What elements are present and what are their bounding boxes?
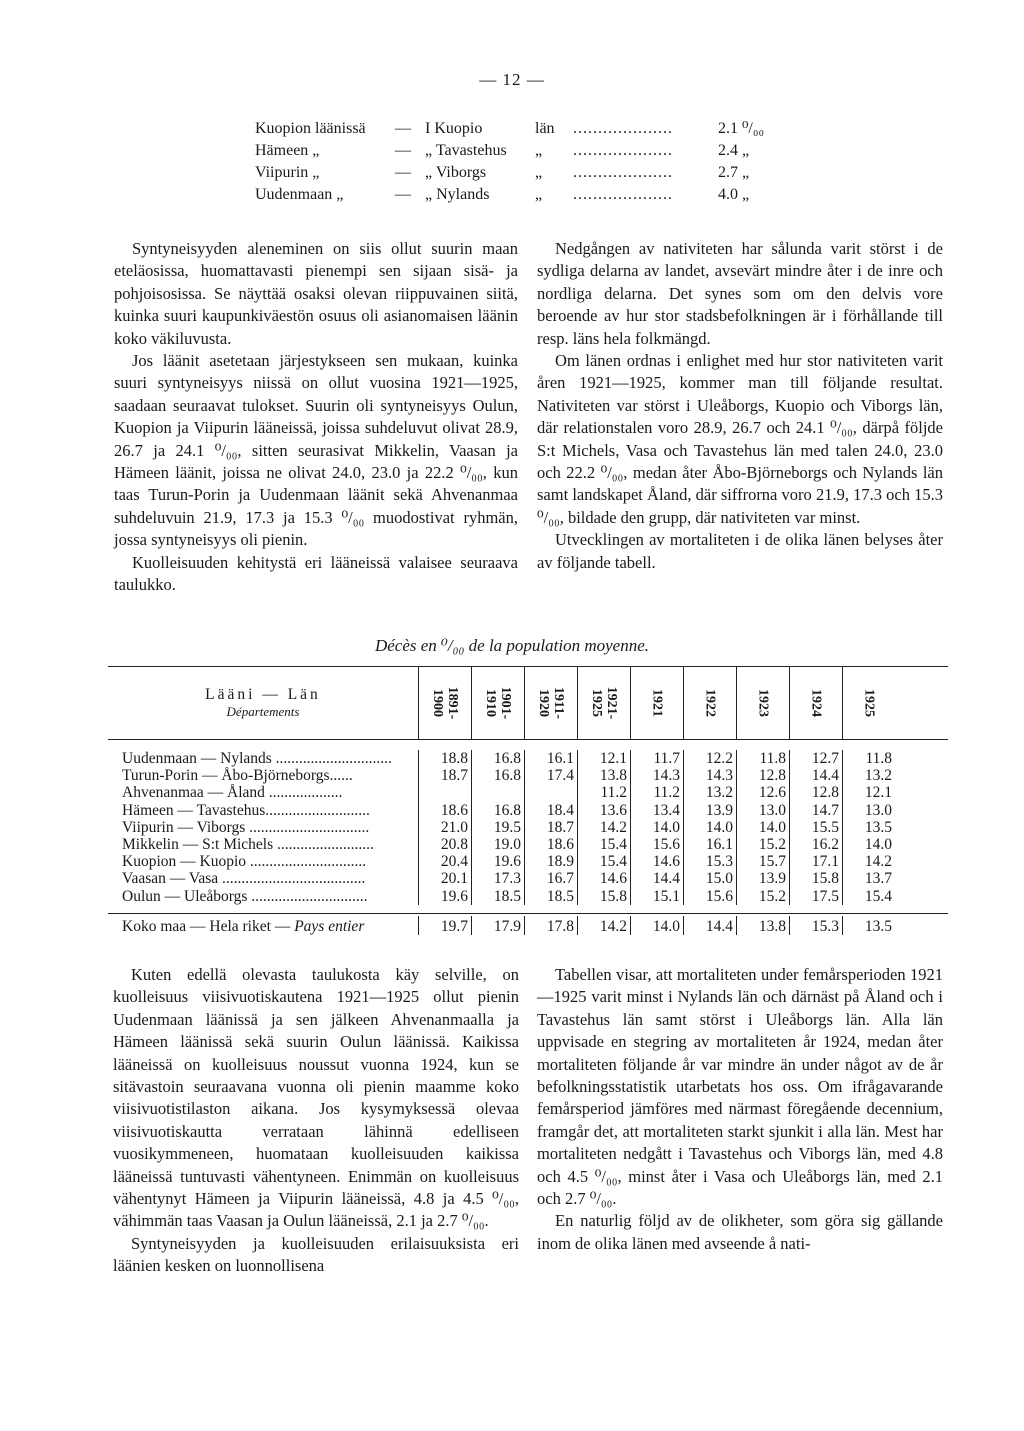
table-cell: 13.2	[683, 784, 736, 801]
table-cell: 14.0	[683, 819, 736, 836]
finnish-text-bottom	[113, 964, 519, 1278]
table-row	[108, 784, 948, 801]
table-cell: 14.3	[683, 767, 736, 784]
summary-fi-name: Viipurin „	[255, 164, 320, 181]
table-cell: 18.9	[524, 853, 577, 870]
table-row	[108, 819, 948, 836]
summary-dash: —	[395, 142, 411, 159]
summary-list	[255, 118, 835, 206]
table-cell: 16.1	[683, 836, 736, 853]
table-cell: 17.4	[524, 767, 577, 784]
summary-value: 4.0 „	[718, 186, 750, 203]
paragraph: Syntyneisyyden aleneminen on siis ollut suurin maan eteläosissa, huomattavasti pienempi sen sijaan sisä- ja pohjoisosissa. Se näyttää osaksi olevan riippuvainen siitä, kuinka suuri kaupunkiväestön osuus oli asianomaisen läänin koko väkiluvusta.	[114, 239, 518, 348]
table-cell: 14.4	[789, 767, 842, 784]
table-cell: 16.2	[789, 836, 842, 853]
summary-row	[255, 118, 835, 140]
row-spacer	[108, 905, 948, 913]
table-cell: 15.1	[630, 888, 683, 905]
table-cell: 14.3	[630, 767, 683, 784]
table-cell: 18.4	[524, 802, 577, 819]
year-header-label: 1921	[649, 689, 665, 717]
total-row	[108, 913, 948, 935]
year-header	[630, 667, 683, 739]
table-cell: 16.8	[471, 767, 524, 784]
table-cell: 17.5	[789, 888, 842, 905]
department-name: Uudenmaan — Nylands ..............................	[122, 750, 392, 767]
table-cell: 12.7	[789, 750, 842, 767]
table-cell: 13.8	[577, 767, 630, 784]
table-cell: 12.6	[736, 784, 789, 801]
table-cell: 15.3	[683, 853, 736, 870]
total-cell: 17.9	[471, 916, 524, 935]
table-cell: 11.8	[842, 750, 895, 767]
table-cell: 15.4	[577, 836, 630, 853]
table-row	[108, 750, 948, 767]
summary-dash: —	[395, 186, 411, 203]
table-cell: 14.0	[842, 836, 895, 853]
table-cell	[418, 784, 471, 801]
year-header	[524, 667, 577, 739]
table-cell: 19.6	[471, 853, 524, 870]
table-cell: 15.8	[789, 870, 842, 887]
summary-row	[255, 140, 835, 162]
summary-value: 2.4 „	[718, 142, 750, 159]
table-cell: 14.2	[577, 819, 630, 836]
table-cell: 16.8	[471, 750, 524, 767]
table-cell: 18.7	[418, 767, 471, 784]
total-cell: 15.3	[789, 916, 842, 935]
table-cell: 17.1	[789, 853, 842, 870]
paragraph: Kuolleisuuden kehitystä eri lääneissä valaisee seuraava taulukko.	[114, 552, 518, 595]
finnish-text-top	[114, 238, 518, 597]
table-cell: 15.0	[683, 870, 736, 887]
table-cell: 15.6	[683, 888, 736, 905]
department-header-title: Lääni — Län	[205, 686, 321, 703]
table-cell: 13.9	[683, 802, 736, 819]
table-cell: 13.9	[736, 870, 789, 887]
table-cell: 15.6	[630, 836, 683, 853]
summary-sv-name: I Kuopio	[425, 120, 483, 137]
year-header-label: 1901- 1910	[483, 686, 513, 720]
year-header	[789, 667, 842, 739]
table-cell: 14.7	[789, 802, 842, 819]
table-cell	[524, 784, 577, 801]
department-header-subtitle: Départements	[226, 704, 300, 719]
table-cell: 16.1	[524, 750, 577, 767]
table-cell: 13.6	[577, 802, 630, 819]
table-row	[108, 853, 948, 870]
table-cell: 18.5	[471, 888, 524, 905]
table-cell: 18.8	[418, 750, 471, 767]
table-cell: 14.6	[630, 853, 683, 870]
paragraph: En naturlig följd av de olikheter, som göra sig gällande inom de olika länen med avseende å nati-	[537, 1211, 943, 1253]
table-cell: 11.8	[736, 750, 789, 767]
summary-sv-name: „ Tavastehus	[425, 142, 507, 159]
table-cell: 16.7	[524, 870, 577, 887]
department-name: Turun-Porin — Åbo-Björneborgs......	[122, 767, 353, 785]
paragraph: Nedgången av nativiteten har sålunda varit störst i de sydliga delarna av landet, avsevärt mindre åter i de inre och nordliga delarna. Det synes som om den delvis vore beroende av hur stor stadsbefolkningen är i förhållande till resp. läns hela folkmängd.	[537, 239, 943, 348]
table-cell: 13.7	[842, 870, 895, 887]
summary-fi-name: Kuopion läänissä	[255, 120, 366, 137]
table-cell: 12.2	[683, 750, 736, 767]
table-cell: 16.8	[471, 802, 524, 819]
table-body	[108, 740, 948, 935]
year-header	[683, 667, 736, 739]
paragraph: Tabellen visar, att mortaliteten under femårsperioden 1921—1925 varit minst i Nylands län och därnäst på Åland och i Tavastehus län samt störst i Uleåborgs län. Alla län uppvisade en stegring av mortaliteten år 1924, medan åter mortaliteten följande år var mindre än under något av de år befolkningsstatistik utarbetats hos oss. Om ifrågavarande femårsperiod jämföres med närmast föregående decennium, framgår det, att mortaliteten starkt sjunkit i alla län. Mest har mortaliteten nedgått i Tavastehus och Viborgs län, med 4.8 och 4.5 ⁰/₀₀, minst åter i Vasa och Uleåborgs län, med 2.1 och 2.7 ⁰/₀₀.	[537, 965, 943, 1209]
department-name: Viipurin — Viborgs ...............................	[122, 818, 370, 836]
table-cell: 18.7	[524, 819, 577, 836]
table-cell: 11.7	[630, 750, 683, 767]
table-cell: 15.4	[842, 888, 895, 905]
table-cell: 20.8	[418, 836, 471, 853]
table-cell: 15.7	[736, 853, 789, 870]
summary-dots: ....................	[573, 142, 673, 159]
table-cell: 19.0	[471, 836, 524, 853]
table-cell: 15.8	[577, 888, 630, 905]
summary-sv-name: „ Viborgs	[425, 164, 487, 181]
department-name: Kuopion — Kuopio ..............................	[122, 853, 367, 871]
department-name: Mikkelin — S:t Michels .........................	[122, 835, 374, 853]
table-cell: 13.0	[736, 802, 789, 819]
year-header	[418, 667, 471, 739]
summary-value: 2.7 „	[718, 164, 750, 181]
total-fr: Pays entier	[294, 917, 365, 935]
total-sv: Hela riket —	[209, 917, 295, 935]
summary-lan: „	[535, 164, 543, 181]
table-row	[108, 802, 948, 819]
department-name: Vaasan — Vasa .....................................	[122, 870, 366, 888]
department-name: Ahvenanmaa — Åland ...................	[122, 784, 343, 802]
year-header-label: 1925	[861, 689, 877, 717]
department-header	[108, 667, 418, 739]
summary-lan: län	[535, 120, 555, 137]
year-header	[577, 667, 630, 739]
summary-sv-name: „ Nylands	[425, 186, 490, 203]
table-cell: 18.5	[524, 888, 577, 905]
table-cell: 12.1	[842, 784, 895, 801]
summary-dots: ....................	[573, 164, 673, 181]
table-cell: 13.4	[630, 802, 683, 819]
table-cell: 14.0	[630, 819, 683, 836]
table-cell: 20.1	[418, 870, 471, 887]
summary-row	[255, 162, 835, 184]
total-cell: 17.8	[524, 916, 577, 935]
total-cell: 13.8	[736, 916, 789, 935]
year-header-label: 1891- 1900	[430, 686, 460, 720]
table-cell: 12.8	[789, 784, 842, 801]
summary-fi-name: Hämeen „	[255, 142, 320, 159]
department-name: Hämeen — Tavastehus...........................	[122, 801, 370, 819]
table-cell: 18.6	[418, 802, 471, 819]
table-cell: 14.2	[842, 853, 895, 870]
paragraph: Utvecklingen av mortaliteten i de olika länen belyses åter av följande tabell.	[537, 530, 943, 572]
table-cell: 15.5	[789, 819, 842, 836]
summary-lan: „	[535, 186, 543, 203]
table-cell: 17.3	[471, 870, 524, 887]
table-cell: 13.2	[842, 767, 895, 784]
table-row	[108, 767, 948, 784]
swedish-text-bottom	[537, 964, 943, 1255]
summary-dash: —	[395, 120, 411, 137]
table-row	[108, 836, 948, 853]
page-number: — 12 —	[479, 70, 545, 89]
department-name: Oulun — Uleåborgs ..............................	[122, 887, 368, 905]
summary-fi-name: Uudenmaan „	[255, 186, 344, 203]
table-cell: 19.6	[418, 888, 471, 905]
summary-dots: ....................	[573, 186, 673, 203]
table-cell: 21.0	[418, 819, 471, 836]
table-cell: 11.2	[630, 784, 683, 801]
table-cell: 19.5	[471, 819, 524, 836]
table-caption: Décès en ⁰/₀₀ de la population moyenne.	[374, 636, 650, 655]
year-header-label: 1922	[702, 689, 718, 717]
mortality-table	[108, 666, 948, 935]
year-header	[842, 667, 895, 739]
table-cell: 15.4	[577, 853, 630, 870]
table-cell: 11.2	[577, 784, 630, 801]
year-header	[471, 667, 524, 739]
table-cell: 18.6	[524, 836, 577, 853]
table-cell: 14.6	[577, 870, 630, 887]
table-cell: 20.4	[418, 853, 471, 870]
year-header-label: 1911- 1920	[536, 687, 566, 719]
paragraph: Om länen ordnas i enlighet med hur stor nativiteten varit åren 1921—1925, kommer man till följande resultat. Nativiteten var störst i Uleåborgs, Kuopio och Viborgs län, där relationstalen voro 28.9, 26.7 och 24.1 ⁰/₀₀, därpå följde S:t Michels, Vasa och Tavastehus län med talen 24.0, 23.0 och 22.2 ⁰/₀₀, medan åter Åbo-Björneborgs och Nylands län samt landskapet Åland, där siffrorna voro 21.9, 17.3 och 15.3 ⁰/₀₀, bildade den grupp, där nativiteten var minst.	[537, 351, 943, 527]
total-cell: 14.0	[630, 916, 683, 935]
summary-dots: ....................	[573, 120, 673, 137]
swedish-text-top	[537, 238, 943, 574]
summary-value: 2.1 ⁰/₀₀	[718, 120, 765, 137]
paragraph: Kuten edellä olevasta taulukosta käy selville, on kuolleisuus viisivuotiskautena 1921—1925 ollut pienin Uudenmaan läänissä ja sen jälkeen Ahvenanmaalla ja Hämeen läänissä sekä suurin Oulun läänissä. Kaikissa lääneissä on kuolleisuus noussut vuonna 1924, kun se sitävastoin seuraavana vuonna oli pienin maamme koko viisivuotistilaston aikana. Jos kysymyksessä olevaa viisivuotiskautta verrataan lähinnä edelliseen vuosikymmeneen, huomataan kuolleisuuden kaikissa lääneissä tuntuvasti vähentyneen. Enimmän on kuolleisuus vähentynyt Hämeen ja Viipurin lääneissä, 4.8 ja 4.5 ⁰/₀₀, vähimmän taas Vaasan ja Oulun lääneissä, 2.1 ja 2.7 ⁰/₀₀.	[113, 965, 519, 1231]
year-header	[736, 667, 789, 739]
table-cell: 14.0	[736, 819, 789, 836]
total-cell: 14.2	[577, 916, 630, 935]
table-cell	[471, 784, 524, 801]
summary-row	[255, 184, 835, 206]
table-row	[108, 870, 948, 887]
paragraph: Jos läänit asetetaan järjestykseen sen mukaan, kuinka suuri syntyneisyys niissä on ollut vuosina 1921—1925, saadaan seuraavat tulokset. Suurin oli syntyneisyys Oulun, Kuopion ja Viipurin lääneissä, joissa suhdeluvut olivat 28.9, 26.7 ja 24.1 ⁰/₀₀, sitten seurasivat Mikkelin, Vaasan ja Hämeen läänit, joissa ne olivat 24.0, 23.0 ja 22.2 ⁰/₀₀, kun taas Turun-Porin ja Uudenmaan läänit sekä Ahvenanmaa suhdeluvuin 21.9, 17.3 ja 15.3 ⁰/₀₀ muodostivat ryhmän, jossa syntyneisyys oli pienin.	[114, 351, 518, 550]
summary-dash: —	[395, 164, 411, 181]
total-fi: Koko maa —	[122, 917, 210, 935]
table-cell: 12.1	[577, 750, 630, 767]
total-department-name	[108, 916, 418, 935]
year-header-label: 1921- 1925	[589, 686, 619, 720]
year-header-label: 1923	[755, 689, 771, 717]
total-cell: 19.7	[418, 916, 471, 935]
year-header-label: 1924	[808, 689, 824, 717]
table-row	[108, 888, 948, 905]
table-header	[108, 666, 948, 740]
paragraph: Syntyneisyyden ja kuolleisuuden erilaisuuksista eri läänien kesken on luonnollisena	[113, 1233, 519, 1276]
table-cell: 13.0	[842, 802, 895, 819]
table-cell: 13.5	[842, 819, 895, 836]
summary-lan: „	[535, 142, 543, 159]
table-cell: 14.4	[630, 870, 683, 887]
table-cell: 15.2	[736, 888, 789, 905]
table-cell: 12.8	[736, 767, 789, 784]
total-cell: 13.5	[842, 916, 895, 935]
total-cell: 14.4	[683, 916, 736, 935]
table-cell: 15.2	[736, 836, 789, 853]
